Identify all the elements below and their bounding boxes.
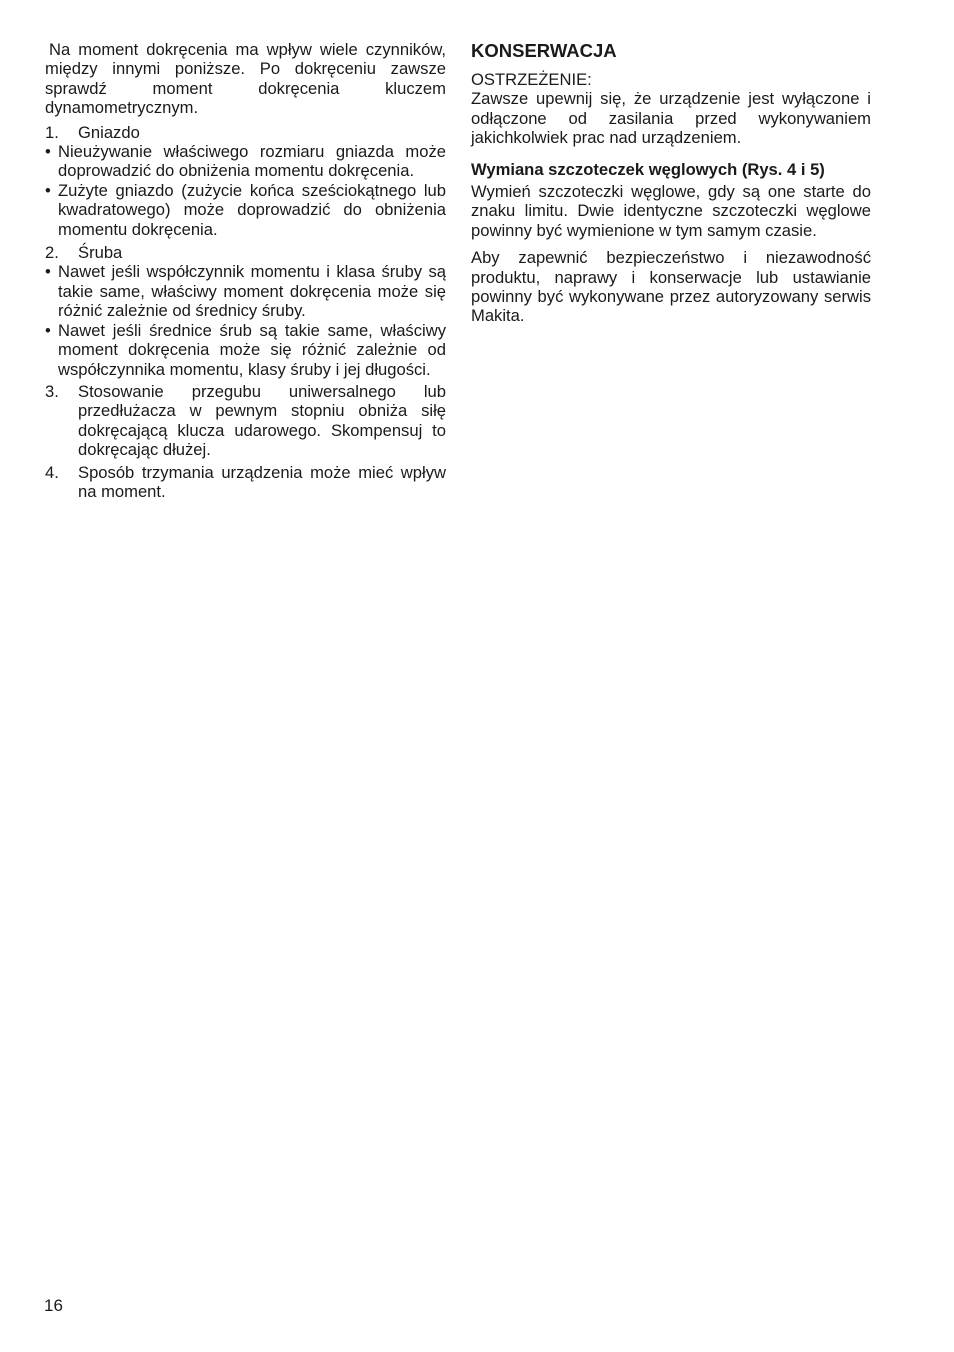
list-item-text: Sposób trzymania urządzenia może mieć wpływ na moment.	[78, 462, 446, 501]
list-item-label: Śruba	[78, 243, 123, 263]
list-item-2-heading	[45, 243, 446, 262]
bullet-icon: •	[45, 180, 51, 200]
subsection-heading: Wymiana szczoteczek węglowych (Rys. 4 i 5)	[471, 159, 825, 179]
bullet-icon: •	[45, 262, 51, 282]
bullet-icon: •	[45, 142, 51, 162]
left-column	[45, 40, 446, 501]
bullet-text: Nieużywanie właściwego rozmiaru gniazda może doprowadzić do obniżenia momentu dokręcenia.	[58, 142, 446, 181]
list-number: 2.	[45, 243, 59, 263]
warning-text: Zawsze upewnij się, że urządzenie jest wyłączone i odłączone od zasilania przed wykonywaniem jakichkolwiek prac nad urządzeniem.	[471, 89, 871, 148]
bullet-text: Nawet jeśli średnice śrub są takie same, właściwy moment dokręcenia może się różnić zależnie od współczynnika momentu, klasy śruby i jej długości.	[58, 320, 446, 379]
bullet-item	[45, 142, 446, 181]
warning-label: OSTRZEŻENIE:	[471, 70, 592, 89]
safety-paragraph: Aby zapewnić bezpieczeństwo i niezawodność produktu, naprawy i konserwacje lub ustawianie powinny być wykonywane przez autoryzowany serwis Makita.	[471, 248, 871, 326]
page-number: 16	[44, 1296, 63, 1315]
list-item-3	[45, 382, 446, 460]
list-number: 3.	[45, 381, 59, 401]
list-item-4	[45, 463, 446, 502]
list-item-text: Stosowanie przegubu uniwersalnego lub przedłużacza w pewnym stopniu obniża siłę dokręcającą klucza udarowego. Skompensuj to dokręcając dłużej.	[78, 381, 446, 460]
bullet-text: Zużyte gniazdo (zużycie końca sześciokątnego lub kwadratowego) może doprowadzić do obniżenia momentu dokręcenia.	[58, 180, 446, 239]
list-number: 1.	[45, 122, 59, 142]
bullet-item	[45, 181, 446, 239]
section-title: KONSERWACJA	[471, 40, 617, 61]
right-column	[471, 40, 871, 326]
list-item-1-heading	[45, 123, 446, 142]
bullet-icon: •	[45, 320, 51, 340]
list-number: 4.	[45, 462, 59, 482]
list-item-label: Gniazdo	[78, 122, 140, 142]
brushes-paragraph: Wymień szczoteczki węglowe, gdy są one starte do znaku limitu. Dwie identyczne szczoteczki węglowe powinny być wymienione w tym samym czasie.	[471, 182, 871, 240]
intro-paragraph: Na moment dokręcenia ma wpływ wiele czynników, między innymi poniższe. Po dokręceniu zawsze sprawdź moment dokręcenia kluczem dynamometrycznym.	[45, 40, 446, 118]
bullet-item	[45, 262, 446, 320]
bullet-item	[45, 321, 446, 379]
bullet-text: Nawet jeśli współczynnik momentu i klasa śruby są takie same, właściwy moment dokręcenia może się różnić zależnie od średnicy śruby.	[58, 262, 446, 321]
